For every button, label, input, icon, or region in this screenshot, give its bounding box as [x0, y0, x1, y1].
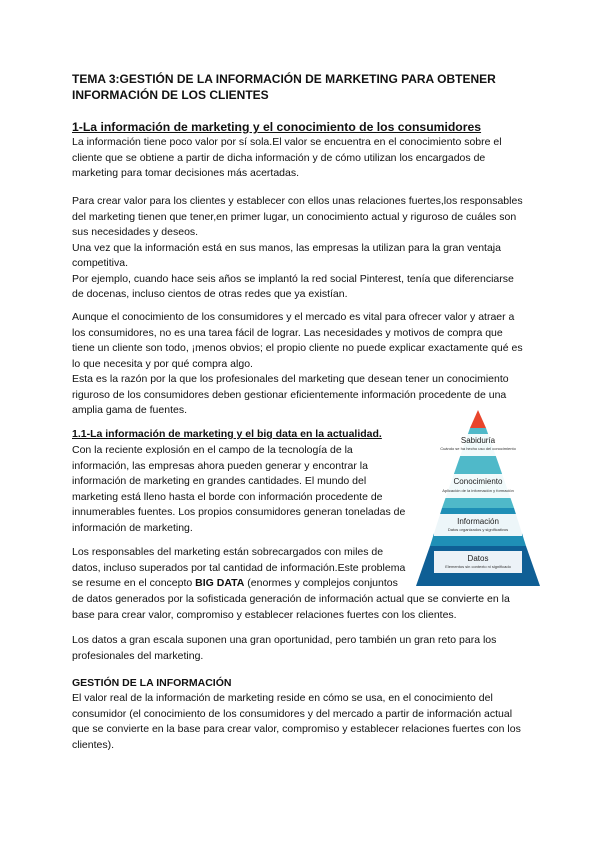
document-title	[72, 71, 528, 103]
paragraph-5-end: de datos generados por la sofisticada generación de información actual que se convierte en la base para crear valor, compromiso y establecer relaciones fuertes con los clientes.	[72, 593, 510, 621]
paragraph-6: Los datos a gran escala suponen una gran oportunidad, pero también un gran reto para los profesionales del marketing.	[72, 634, 497, 662]
paragraph-3-group	[72, 310, 528, 419]
paragraph-2a: Para crear valor para los clientes y establecer con ellos unas relaciones fuertes,los responsables del marketing tienen que tener,en primer lugar, un conocimiento actual y riguroso de cuáles son sus necesidades y deseos.	[72, 195, 523, 238]
paragraph-2c: Por ejemplo, cuando hace seis años se implantó la red social Pinterest, tenía que diferenciarse de docenas, incluso cientos de otras redes que ya existían.	[72, 272, 514, 300]
information-subtitle: Datos organizados y significativos	[447, 527, 509, 532]
title-line-1: TEMA 3:GESTIÓN DE LA INFORMACIÓN DE MARKETING PARA OBTENER	[72, 72, 496, 86]
wisdom-title: Sabiduría	[460, 436, 496, 445]
paragraph-2-group	[72, 194, 528, 303]
paragraph-1: La información tiene poco valor por sí sola.El valor se encuentra en el conocimiento sobre el cliente que se obtiene a partir de dicha información y de cómo utilizan los encargados de marketing para tomar decisiones más acertadas.	[72, 136, 502, 179]
information-title: Información	[457, 517, 499, 526]
data-subtitle: Elementos sin contexto ni significado	[445, 564, 511, 569]
wisdom-subtitle: Cuándo se ha hecho uso del conocimiento	[440, 446, 516, 451]
knowledge-subtitle: Aplicación de la información y formación	[442, 488, 514, 493]
section-3-heading: GESTIÓN DE LA INFORMACIÓN	[72, 677, 232, 689]
paragraph-3b: Esta es la razón por la que los profesionales del marketing que desean tener un conocimiento riguroso de los consumidores deben gestionar eficientemente información procedente de una amplia gama de fuentes.	[72, 373, 509, 416]
paragraph-5-text-2: (enormes y complejos conjuntos	[247, 577, 398, 589]
paragraph-5-text-1: Los responsables del marketing están sobrecargados con miles de datos, incluso superados por tal cantidad de información.Este problema se resume en el concepto	[72, 546, 406, 589]
knowledge-title: Conocimiento	[453, 477, 503, 486]
paragraph-2b: Una vez que la información está en sus manos, las empresas la utilizan para la gran ventaja competitiva.	[72, 241, 501, 269]
pyramid-tier-top	[470, 410, 486, 428]
paragraph-7: El valor real de la información de marketing reside en cómo se usa, en el conocimiento del consumidor (el conocimiento de los consumidores y del mercado a partir de información actual que se convierte en la base para crear valor, compromiso y establecer relaciones fuertes con los clientes).	[72, 692, 521, 751]
section-2-heading: 1.1-La información de marketing y el big data en la actualidad.	[72, 428, 382, 440]
data-title: Datos	[467, 554, 489, 563]
paragraph-5-start	[72, 545, 412, 592]
paragraph-4: Con la reciente explosión en el campo de la tecnología de la información, las empresas ahora pueden generar y encontrar la información de marketing en grandes cantidades. El mundo del marketing está lleno hasta el borde con información procedente de innumerables fuentes. Los propios consumidores generan toneladas de información de marketing.	[72, 444, 406, 534]
section-1-heading: 1-La información de marketing y el conocimiento de los consumidores	[72, 120, 482, 134]
title-line-2: INFORMACIÓN DE LOS CLIENTES	[72, 88, 269, 102]
big-data-term: BIG DATA	[195, 577, 245, 589]
dikw-pyramid-figure	[416, 410, 540, 586]
paragraph-3a: Aunque el conocimiento de los consumidores y el mercado es vital para ofrecer valor y atraer a los consumidores, no es una tarea fácil de lograr. Las necesidades y motivos de compra que tiene un cliente son todo, ¡menos obvios; el propio cliente no puede explicar exactamente qué es lo que necesita y por qué compra algo.	[72, 311, 523, 370]
